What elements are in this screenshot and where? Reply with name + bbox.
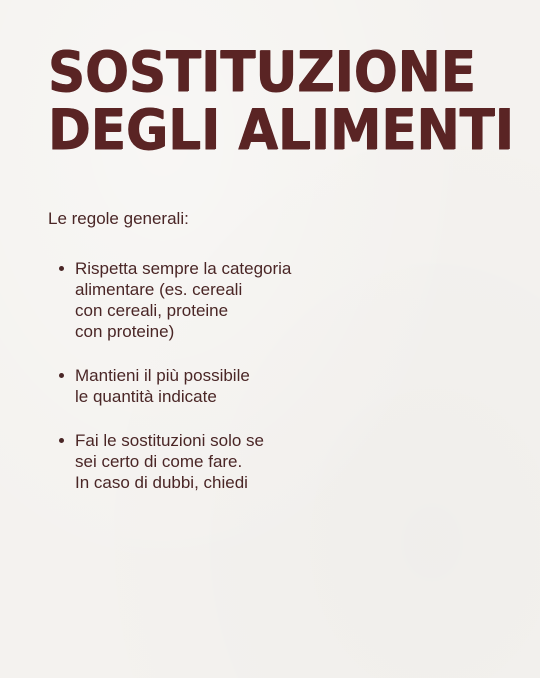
rule-item (56, 258, 376, 342)
rule-item (56, 365, 376, 407)
bullet-icon (59, 438, 64, 443)
rule-2-line-2: le quantità indicate (75, 387, 217, 406)
rule-2-line-1: Mantieni il più possibile (75, 366, 250, 385)
rule-1-line-1: Rispetta sempre la categoria (75, 259, 292, 278)
rule-3-line-2: sei certo di come fare. (75, 452, 243, 471)
title-line-1: SOSTITUZIONE (48, 40, 476, 105)
intro-text: Le regole generali: (48, 209, 189, 228)
title-line-2: DEGLI ALIMENTI (48, 98, 514, 163)
rules-list (56, 258, 376, 516)
rule-3-line-1: Fai le sostituzioni solo se (75, 431, 264, 450)
rule-1-line-2: alimentare (es. cereali (75, 280, 243, 299)
rule-1-line-4: con proteine) (75, 322, 175, 341)
rule-item (56, 430, 376, 493)
rule-3-line-3: In caso di dubbi, chiedi (75, 473, 248, 492)
rule-1-line-3: con cereali, proteine (75, 301, 229, 320)
bullet-icon (59, 373, 64, 378)
page-title (48, 40, 514, 163)
bullet-icon (59, 266, 64, 271)
